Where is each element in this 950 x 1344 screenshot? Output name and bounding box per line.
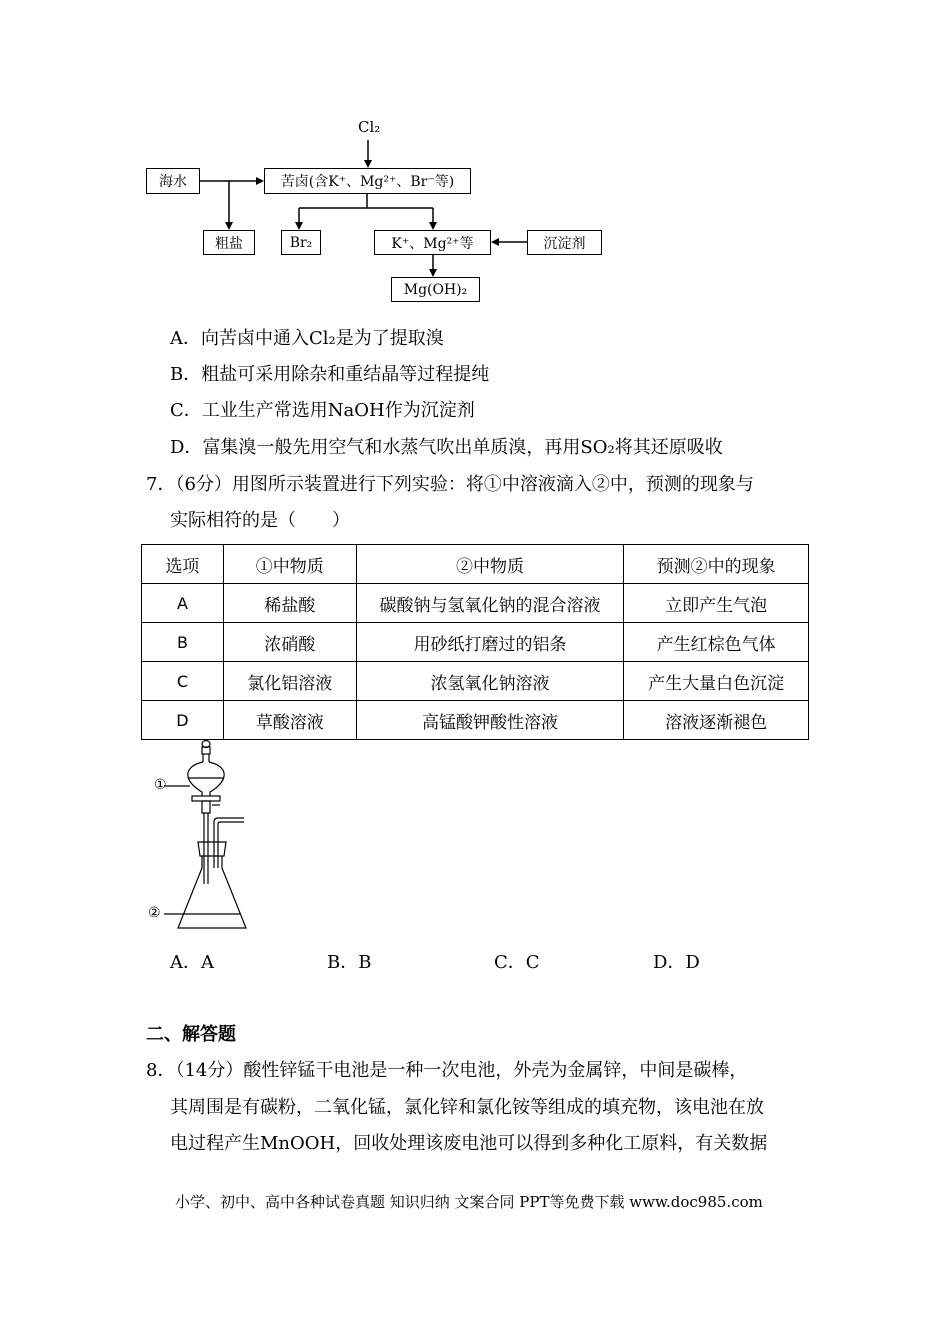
table-cell: 稀盐酸	[223, 584, 356, 623]
table-header-row	[142, 545, 809, 584]
table-header-cell: 预测②中的现象	[624, 545, 809, 584]
q6-option-b: B．粗盐可采用除杂和重结晶等过程提纯	[170, 364, 490, 385]
table-cell: 碳酸钠与氢氧化钠的混合溶液	[356, 584, 624, 623]
table-cell: 草酸溶液	[223, 701, 356, 740]
q7-stem-line2: 实际相符的是（ ）	[170, 510, 350, 531]
table-cell: 浓硝酸	[223, 623, 356, 662]
cl2-label: Cl₂	[358, 118, 381, 136]
table-cell: 浓氢氧化钠溶液	[356, 662, 624, 701]
q8-line3: 电过程产生MnOOH，回收处理该废电池可以得到多种化工原料，有关数据	[170, 1133, 768, 1154]
table-header-cell: ①中物质	[223, 545, 356, 584]
precipitant-box: 沉淀剂	[527, 230, 602, 255]
table-cell: 高锰酸钾酸性溶液	[356, 701, 624, 740]
table-row	[142, 623, 809, 662]
q7-answer-c: C．C	[494, 952, 540, 973]
q6-option-c: C．工业生产常选用NaOH作为沉淀剂	[170, 400, 475, 421]
table-header-cell: 选项	[142, 545, 224, 584]
table-cell: 用砂纸打磨过的铝条	[356, 623, 624, 662]
table-cell: 溶液逐渐褪色	[624, 701, 809, 740]
seawater-box: 海水	[146, 168, 200, 194]
page-footer: 小学、初中、高中各种试卷真题 知识归纳 文案合同 PPT等免费下载 www.doc985.com	[175, 1193, 763, 1211]
table-cell: B	[142, 623, 224, 662]
apparatus-label-2: ②	[148, 905, 161, 921]
mgoh2-box: Mg(OH)₂	[391, 277, 480, 302]
q8-line1: 8．（14分）酸性锌锰干电池是一种一次电池，外壳为金属锌，中间是碳棒，	[146, 1060, 748, 1081]
br2-box: Br₂	[281, 230, 321, 255]
section-heading: 二、解答题	[146, 1024, 236, 1045]
q7-stem-line1: 7．（6分）用图所示装置进行下列实验：将①中溶液滴入②中，预测的现象与	[146, 474, 754, 495]
q7-answer-a: A．A	[170, 952, 214, 973]
apparatus-label-1: ①	[154, 777, 167, 793]
table-row	[142, 662, 809, 701]
flowchart-connectors	[0, 0, 950, 320]
table-row	[142, 701, 809, 740]
k-mg-box: K⁺、Mg²⁺等	[374, 230, 491, 255]
table-cell: 产生大量白色沉淀	[624, 662, 809, 701]
table-cell: 立即产生气泡	[624, 584, 809, 623]
q6-option-a: A．向苦卤中通入Cl₂是为了提取溴	[170, 328, 444, 349]
table-header-cell: ②中物质	[356, 545, 624, 584]
q7-answer-b: B．B	[327, 952, 372, 973]
table-cell: 氯化铝溶液	[223, 662, 356, 701]
q7-answer-d: D．D	[653, 952, 700, 973]
table-cell: D	[142, 701, 224, 740]
q8-line2: 其周围是有碳粉，二氧化锰，氯化锌和氯化铵等组成的填充物，该电池在放	[170, 1097, 764, 1118]
table-cell: C	[142, 662, 224, 701]
q6-option-d: D．富集溴一般先用空气和水蒸气吹出单质溴，再用SO₂将其还原吸收	[170, 437, 723, 458]
table-cell: A	[142, 584, 224, 623]
table-row	[142, 584, 809, 623]
bittern-box: 苦卤(含K⁺、Mg²⁺、Br⁻等)	[264, 168, 471, 194]
crude-salt-box: 粗盐	[203, 230, 255, 255]
q7-table	[141, 544, 809, 740]
table-cell: 产生红棕色气体	[624, 623, 809, 662]
